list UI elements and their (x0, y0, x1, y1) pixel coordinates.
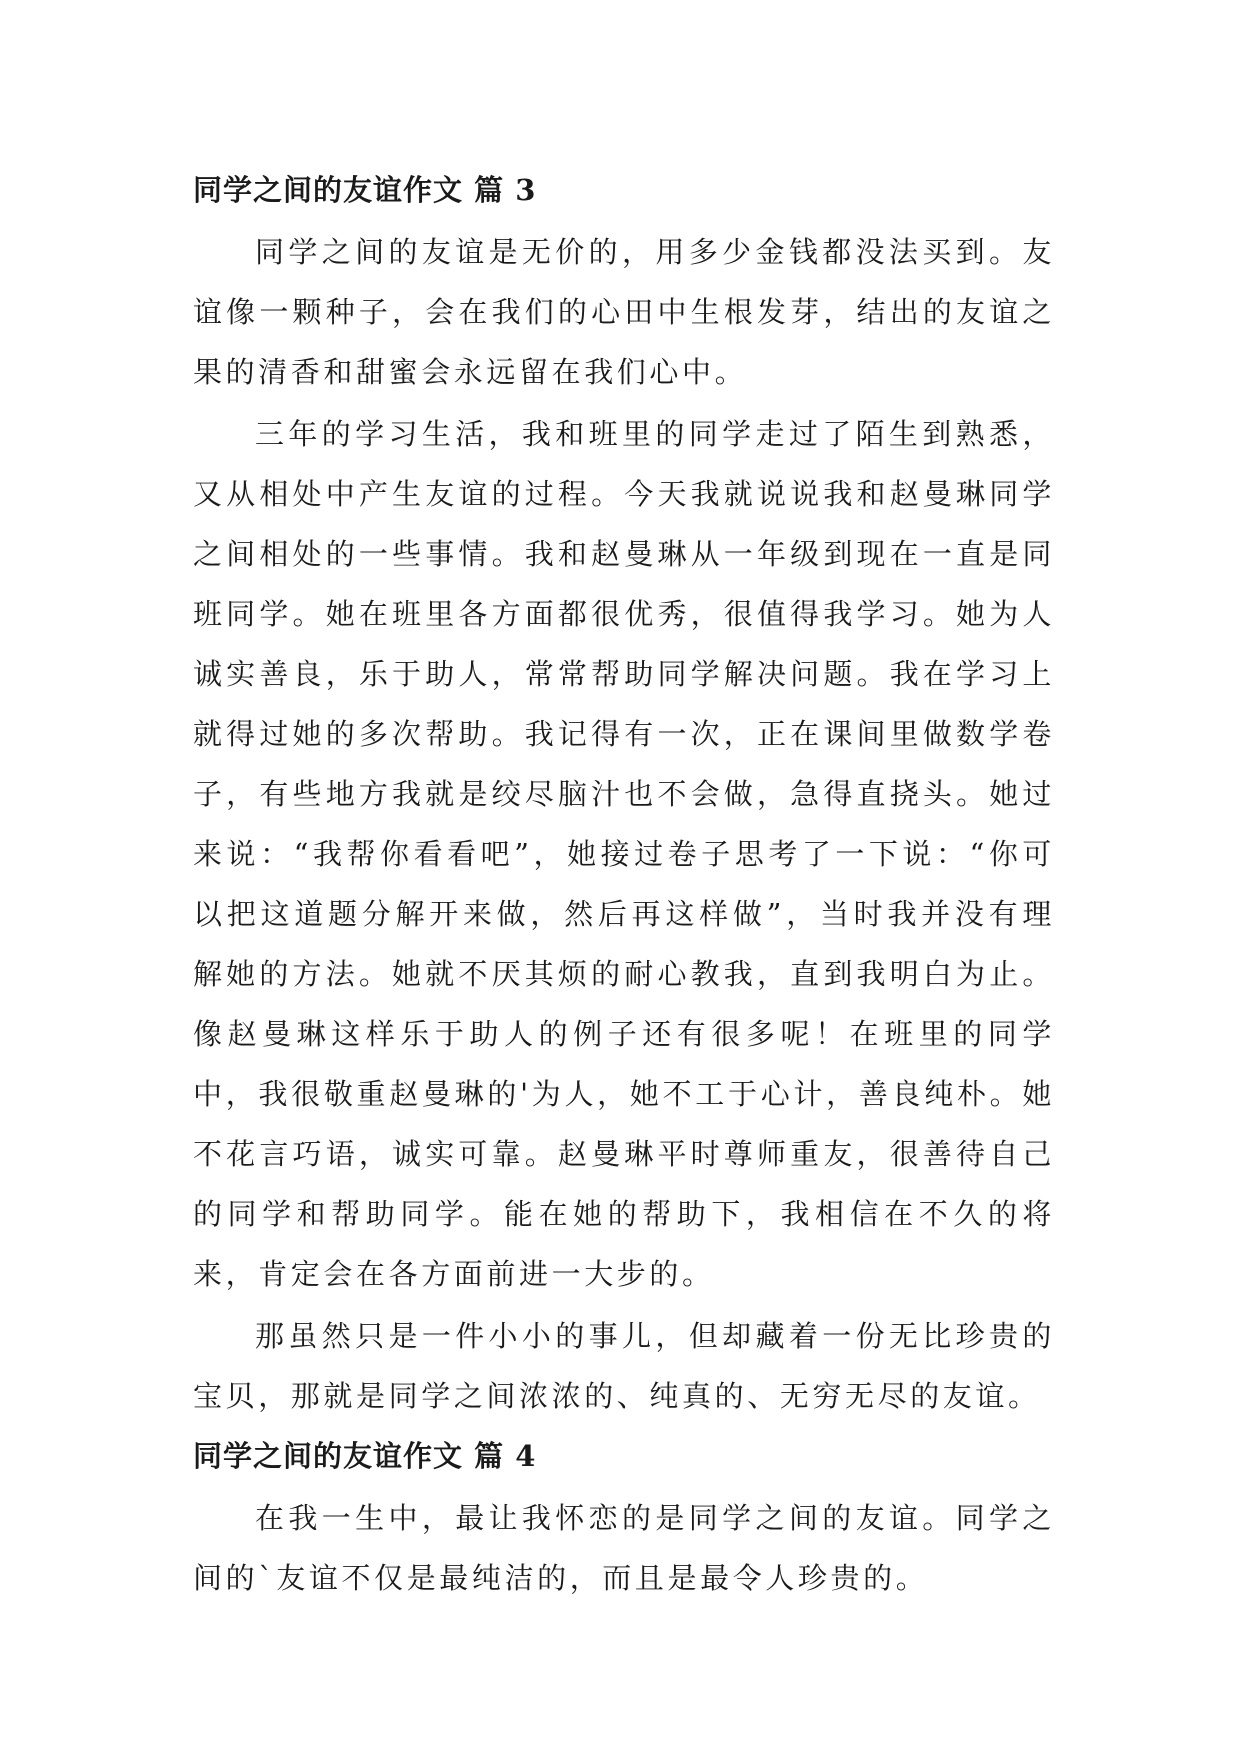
section-heading: 同学之间的友谊作文 篇 4 (193, 1439, 537, 1473)
paragraph: 三年的学习生活，我和班里的同学走过了陌生到熟悉，又从相处中产生友谊的过程。今天我就说说我和赵曼琳同学之间相处的一些事情。我和赵曼琳从一年级到现在一直是同班同学。她在班里各方面都很优秀，很值得我学习。她为人诚实善良，乐于助人，常常帮助同学解决问题。我在学习上就得过她的多次帮助。我记得有一次，正在课间里做数学卷子，有些地方我就是绞尽脑汁也不会做，急得直挠头。她过来说：“我帮你看看吧”，她接过卷子思考了一下说：“你可以把这道题分解开来做，然后再这样做”，当时我并没有理解她的方法。她就不厌其烦的耐心教我，直到我明白为止。像赵曼琳这样乐于助人的例子还有很多呢！在班里的同学中，我很敬重赵曼琳的'为人，她不工于心计，善良纯朴。她不花言巧语，诚实可靠。赵曼琳平时尊师重友，很善待自己的同学和帮助同学。能在她的帮助下，我相信在不久的将来，肯定会在各方面前进一大步的。 (193, 417, 1055, 1291)
paragraph: 在我一生中，最让我怀恋的是同学之间的友谊。同学之间的`友谊不仅是最纯洁的，而且是最令人珍贵的。 (193, 1501, 1055, 1595)
paragraph: 那虽然只是一件小小的事儿，但却藏着一份无比珍贵的宝贝，那就是同学之间浓浓的、纯真的、无穷无尽的友谊。 (193, 1319, 1055, 1413)
essay-section-4 (193, 1426, 1055, 1608)
essay-section-3 (193, 160, 1055, 1426)
section-heading: 同学之间的友谊作文 篇 3 (193, 173, 537, 207)
paragraph: 同学之间的友谊是无价的，用多少金钱都没法买到。友谊像一颗种子，会在我们的心田中生根发芽，结出的友谊之果的清香和甜蜜会永远留在我们心中。 (193, 235, 1055, 389)
document-page (193, 160, 1055, 1608)
